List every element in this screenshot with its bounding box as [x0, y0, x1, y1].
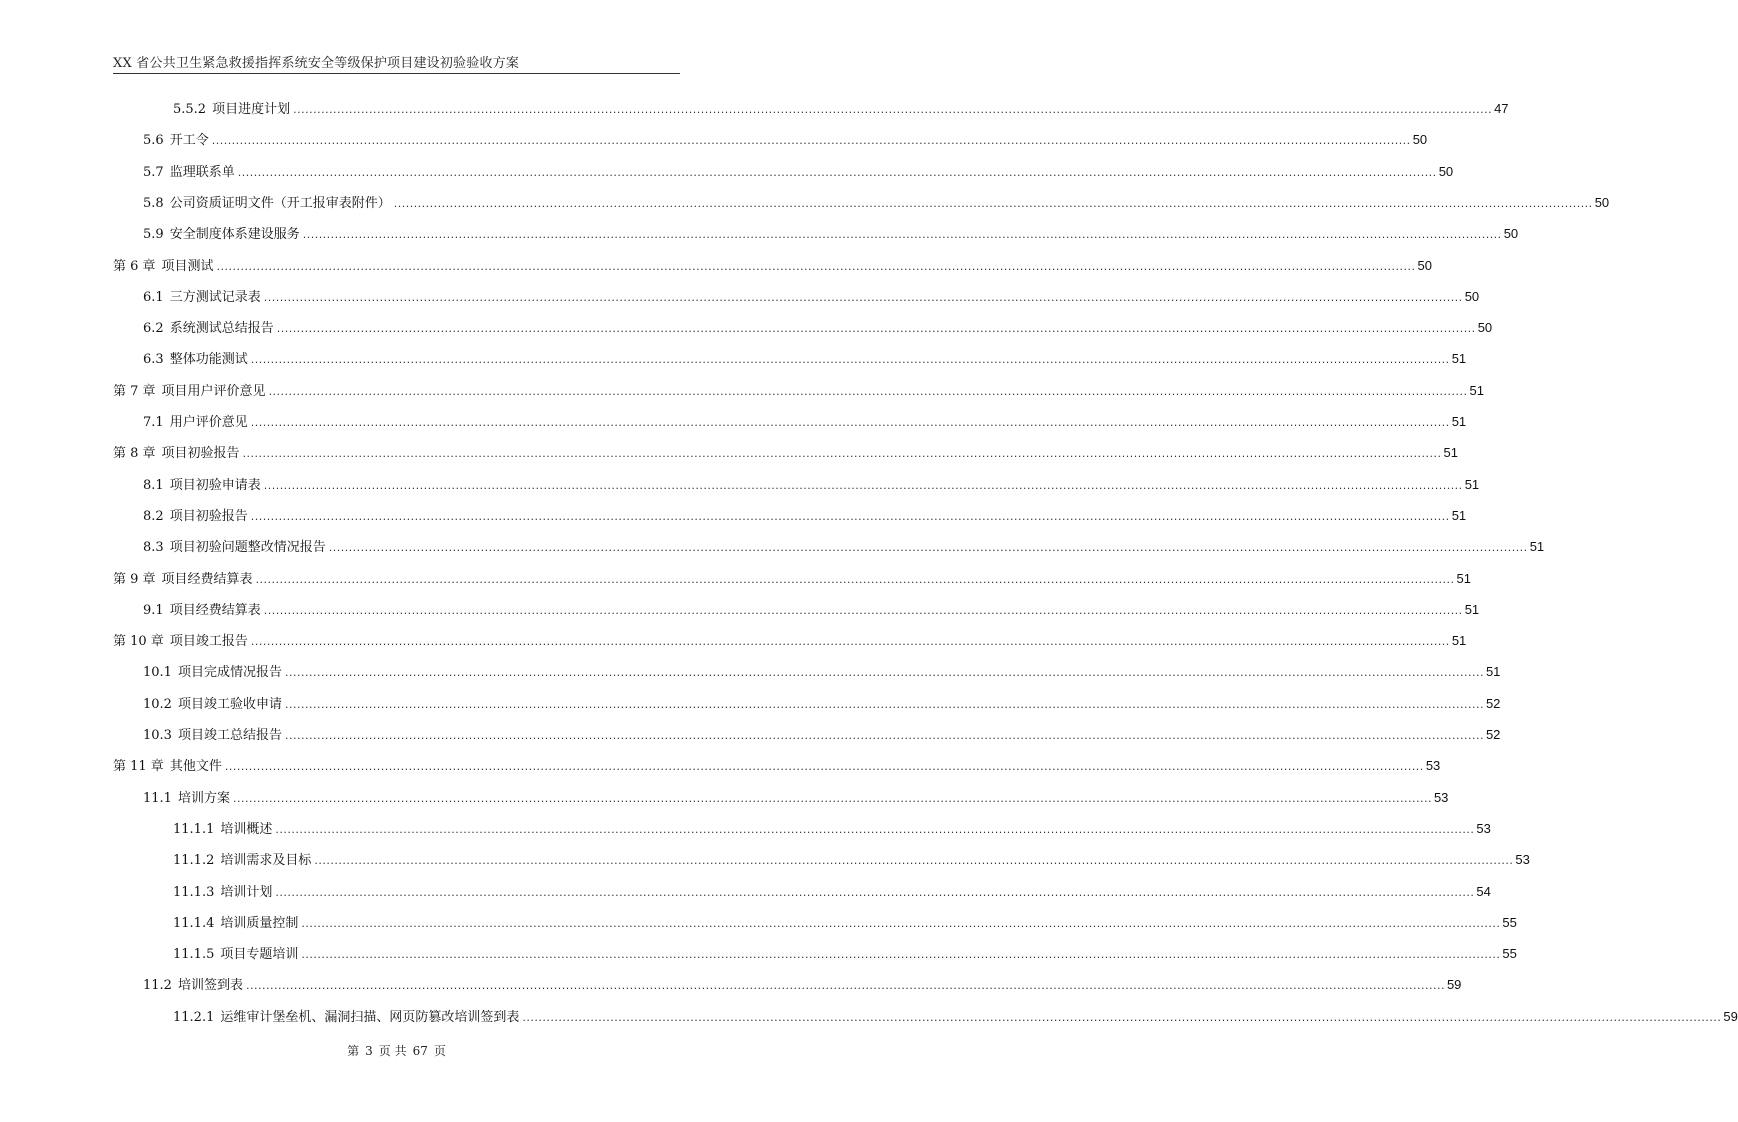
toc-entry-number: 6.1	[143, 289, 164, 305]
document-header: XX 省公共卫生紧急救援指挥系统安全等级保护项目建设初验验收方案	[113, 56, 520, 71]
toc-entry-page-number: 53	[1515, 852, 1530, 868]
toc-dot-leader: ............................................................................................................................................................................................................................................................................................................	[328, 541, 1528, 555]
toc-entry-number: 9.1	[143, 602, 164, 618]
toc-entry-page-number: 51	[1456, 570, 1472, 586]
toc-entry-title: 项目初验申请表	[169, 477, 261, 493]
toc-entry[interactable]	[143, 661, 1501, 681]
toc-entry-title: 三方测试记录表	[169, 289, 261, 305]
toc-entry[interactable]	[173, 912, 1517, 932]
toc-entry-page-number: 51	[1443, 445, 1459, 461]
current-page-number: 3	[365, 1044, 373, 1058]
toc-entry-page-number: 50	[1477, 320, 1493, 336]
toc-entry-number: 5.9	[143, 227, 164, 243]
toc-entry[interactable]	[173, 818, 1491, 838]
toc-entry-title: 项目完成情况报告	[177, 665, 282, 681]
toc-entry-page-number: 51	[1529, 539, 1545, 555]
toc-dot-leader: ............................................................................................................................................................................................................................................................................................................	[268, 384, 1468, 398]
toc-entry-page-number: 50	[1503, 226, 1519, 242]
toc-dot-leader: ............................................................................................................................................................................................................................................................................................................	[284, 666, 1484, 680]
toc-entry[interactable]	[143, 474, 1480, 494]
toc-entry[interactable]	[143, 411, 1467, 431]
toc-entry-page-number: 54	[1476, 883, 1491, 899]
toc-dot-leader: ............................................................................................................................................................................................................................................................................................................	[522, 1010, 1722, 1024]
toc-entry-page-number: 50	[1438, 163, 1454, 179]
footer-suffix: 页	[433, 1044, 446, 1058]
toc-entry-title: 培训概述	[220, 821, 273, 837]
toc-entry-number: 第 6 章	[113, 258, 156, 274]
toc-entry-number: 10.1	[143, 665, 172, 681]
toc-entry[interactable]	[143, 974, 1462, 994]
toc-entry-page-number: 51	[1451, 351, 1467, 367]
toc-entry[interactable]	[113, 755, 1441, 775]
toc-entry-title: 项目初验报告	[161, 446, 240, 462]
toc-entry[interactable]	[113, 630, 1467, 650]
toc-entry-number: 第 8 章	[113, 446, 156, 462]
toc-entry[interactable]	[143, 348, 1467, 368]
toc-dot-leader: ............................................................................................................................................................................................................................................................................................................	[245, 979, 1445, 993]
toc-entry-page-number: 59	[1723, 1008, 1738, 1024]
toc-entry[interactable]	[143, 317, 1493, 337]
toc-entry-number: 8.3	[143, 540, 164, 556]
toc-entry-page-number: 51	[1464, 601, 1480, 617]
toc-entry-number: 5.8	[143, 195, 164, 211]
toc-entry-page-number: 50	[1417, 257, 1433, 273]
toc-entry[interactable]	[173, 98, 1509, 118]
toc-entry-title: 项目经费结算表	[169, 602, 261, 618]
toc-dot-leader: ............................................................................................................................................................................................................................................................................................................	[393, 196, 1593, 210]
toc-entry[interactable]	[113, 255, 1433, 275]
toc-entry-number: 5.5.2	[173, 102, 207, 117]
toc-dot-leader: ............................................................................................................................................................................................................................................................................................................	[250, 635, 1450, 649]
toc-entry-title: 监理联系单	[169, 164, 235, 180]
toc-entry-number: 11.1	[143, 790, 172, 806]
toc-entry-number: 第 7 章	[113, 383, 156, 399]
toc-dot-leader: ............................................................................................................................................................................................................................................................................................................	[250, 509, 1450, 523]
toc-entry-number: 11.1.5	[173, 947, 215, 963]
toc-entry-page-number: 53	[1476, 820, 1491, 836]
toc-entry[interactable]	[173, 943, 1517, 963]
toc-entry-title: 运维审计堡垒机、漏洞扫描、网页防篡改培训签到表	[220, 1009, 520, 1025]
page-footer	[0, 1042, 793, 1059]
toc-dot-leader: ............................................................................................................................................................................................................................................................................................................	[224, 760, 1424, 774]
toc-entry-number: 11.1.3	[173, 884, 215, 900]
toc-entry-number: 第 9 章	[113, 571, 156, 587]
toc-dot-leader: ............................................................................................................................................................................................................................................................................................................	[275, 885, 1475, 899]
toc-dot-leader: ............................................................................................................................................................................................................................................................................................................	[293, 103, 1493, 116]
toc-entry[interactable]	[143, 161, 1454, 181]
toc-entry-title: 培训签到表	[177, 978, 243, 994]
toc-entry-number: 5.7	[143, 164, 164, 180]
toc-entry-title: 其他文件	[169, 759, 222, 775]
toc-entry-title: 开工令	[169, 133, 209, 149]
toc-entry-page-number: 47	[1494, 101, 1509, 116]
toc-dot-leader: ............................................................................................................................................................................................................................................................................................................	[263, 478, 1463, 492]
toc-entry-title: 项目专题培训	[220, 947, 299, 963]
toc-entry[interactable]	[173, 849, 1530, 869]
toc-entry[interactable]	[143, 536, 1545, 556]
toc-dot-leader: ............................................................................................................................................................................................................................................................................................................	[242, 447, 1442, 461]
toc-entry-number: 6.3	[143, 352, 164, 368]
toc-dot-leader: ............................................................................................................................................................................................................................................................................................................	[284, 697, 1484, 711]
toc-entry-page-number: 51	[1485, 664, 1501, 680]
toc-entry[interactable]	[143, 505, 1467, 525]
toc-entry-title: 项目竣工总结报告	[177, 728, 282, 743]
toc-entry-number: 11.1.4	[173, 915, 215, 931]
toc-entry-page-number: 50	[1594, 194, 1610, 210]
toc-entry[interactable]	[113, 568, 1472, 588]
toc-dot-leader: ............................................................................................................................................................................................................................................................................................................	[211, 134, 1411, 148]
toc-entry-title: 系统测试总结报告	[169, 321, 274, 337]
toc-entry-number: 第 10 章	[113, 634, 164, 650]
toc-entry-number: 7.1	[143, 415, 164, 430]
toc-entry-title: 整体功能测试	[169, 352, 248, 368]
toc-dot-leader: ............................................................................................................................................................................................................................................................................................................	[250, 353, 1450, 367]
toc-entry-number: 11.2.1	[173, 1009, 215, 1025]
toc-entry-title: 项目竣工报告	[169, 634, 248, 650]
toc-entry-title: 项目初验报告	[169, 508, 248, 524]
toc-entry[interactable]	[143, 693, 1501, 713]
toc-entry-title: 项目进度计划	[212, 102, 291, 117]
toc-entry[interactable]	[143, 223, 1519, 243]
toc-entry[interactable]	[143, 129, 1428, 149]
toc-entry-page-number: 51	[1451, 507, 1467, 523]
toc-dot-leader: ............................................................................................................................................................................................................................................................................................................	[232, 791, 1432, 805]
toc-dot-leader: ............................................................................................................................................................................................................................................................................................................	[276, 322, 1476, 336]
toc-entry-page-number: 50	[1412, 132, 1428, 148]
toc-entry-title: 培训需求及目标	[220, 853, 312, 869]
toc-dot-leader: ............................................................................................................................................................................................................................................................................................................	[237, 165, 1437, 179]
toc-entry-title: 培训质量控制	[220, 915, 299, 931]
toc-entry-number: 10.2	[143, 696, 172, 712]
toc-entry-title: 项目竣工验收申请	[177, 696, 282, 712]
toc-entry[interactable]	[143, 724, 1501, 744]
toc-entry-page-number: 51	[1469, 382, 1485, 398]
toc-entry-title: 培训方案	[177, 790, 230, 806]
toc-entry[interactable]	[113, 442, 1459, 462]
toc-entry-page-number: 51	[1451, 414, 1467, 429]
toc-entry-title: 项目初验问题整改情况报告	[169, 540, 326, 556]
toc-entry-number: 6.2	[143, 321, 164, 337]
toc-entry-title: 项目测试	[161, 258, 214, 274]
toc-entry[interactable]	[143, 787, 1449, 807]
toc-entry-number: 11.2	[143, 978, 172, 994]
footer-middle: 页 共	[378, 1044, 407, 1058]
toc-entry-number: 5.6	[143, 133, 164, 149]
footer-prefix: 第	[347, 1044, 360, 1058]
toc-dot-leader: ............................................................................................................................................................................................................................................................................................................	[263, 290, 1463, 304]
toc-entry-page-number: 52	[1485, 727, 1501, 742]
toc-dot-leader: ............................................................................................................................................................................................................................................................................................................	[255, 572, 1455, 586]
toc-entry-number: 10.3	[143, 728, 172, 743]
toc-entry-page-number: 55	[1502, 946, 1517, 962]
toc-entry-page-number: 59	[1446, 977, 1462, 993]
toc-entry-page-number: 51	[1464, 476, 1480, 492]
toc-entry-number: 第 11 章	[113, 759, 164, 775]
toc-dot-leader: ............................................................................................................................................................................................................................................................................................................	[250, 416, 1450, 429]
toc-entry-title: 项目用户评价意见	[161, 383, 266, 399]
toc-entry[interactable]	[173, 1006, 1738, 1026]
toc-entry-number: 11.1.1	[173, 821, 215, 837]
toc-entry[interactable]	[143, 192, 1610, 212]
toc-entry-title: 项目经费结算表	[161, 571, 253, 587]
header-divider	[113, 73, 680, 74]
toc-entry-page-number: 55	[1502, 914, 1517, 930]
toc-dot-leader: ............................................................................................................................................................................................................................................................................................................	[301, 948, 1501, 962]
toc-entry-page-number: 50	[1464, 288, 1480, 304]
toc-entry-title: 公司资质证明文件（开工报审表附件）	[169, 195, 391, 211]
total-pages-number: 67	[412, 1044, 428, 1058]
toc-dot-leader: ............................................................................................................................................................................................................................................................................................................	[302, 228, 1502, 242]
toc-dot-leader: ............................................................................................................................................................................................................................................................................................................	[275, 822, 1475, 836]
toc-dot-leader: ............................................................................................................................................................................................................................................................................................................	[301, 916, 1501, 930]
toc-entry-page-number: 51	[1451, 633, 1467, 649]
toc-dot-leader: ............................................................................................................................................................................................................................................................................................................	[284, 729, 1484, 742]
toc-entry-number: 8.1	[143, 477, 164, 493]
toc-entry[interactable]	[143, 286, 1480, 306]
toc-entry[interactable]	[143, 599, 1480, 619]
toc-dot-leader: ............................................................................................................................................................................................................................................................................................................	[263, 603, 1463, 617]
toc-entry-page-number: 52	[1485, 695, 1501, 711]
toc-entry-title: 培训计划	[220, 884, 273, 900]
toc-entry-title: 安全制度体系建设服务	[169, 227, 300, 243]
toc-dot-leader: ............................................................................................................................................................................................................................................................................................................	[216, 259, 1416, 273]
toc-entry-number: 8.2	[143, 508, 164, 524]
toc-entry[interactable]	[113, 380, 1485, 400]
toc-entry-number: 11.1.2	[173, 853, 215, 869]
toc-dot-leader: ............................................................................................................................................................................................................................................................................................................	[314, 854, 1514, 868]
toc-entry-page-number: 53	[1433, 789, 1449, 805]
toc-entry-title: 用户评价意见	[169, 415, 248, 430]
toc-entry[interactable]	[173, 881, 1491, 901]
toc-entry-page-number: 53	[1425, 758, 1441, 774]
